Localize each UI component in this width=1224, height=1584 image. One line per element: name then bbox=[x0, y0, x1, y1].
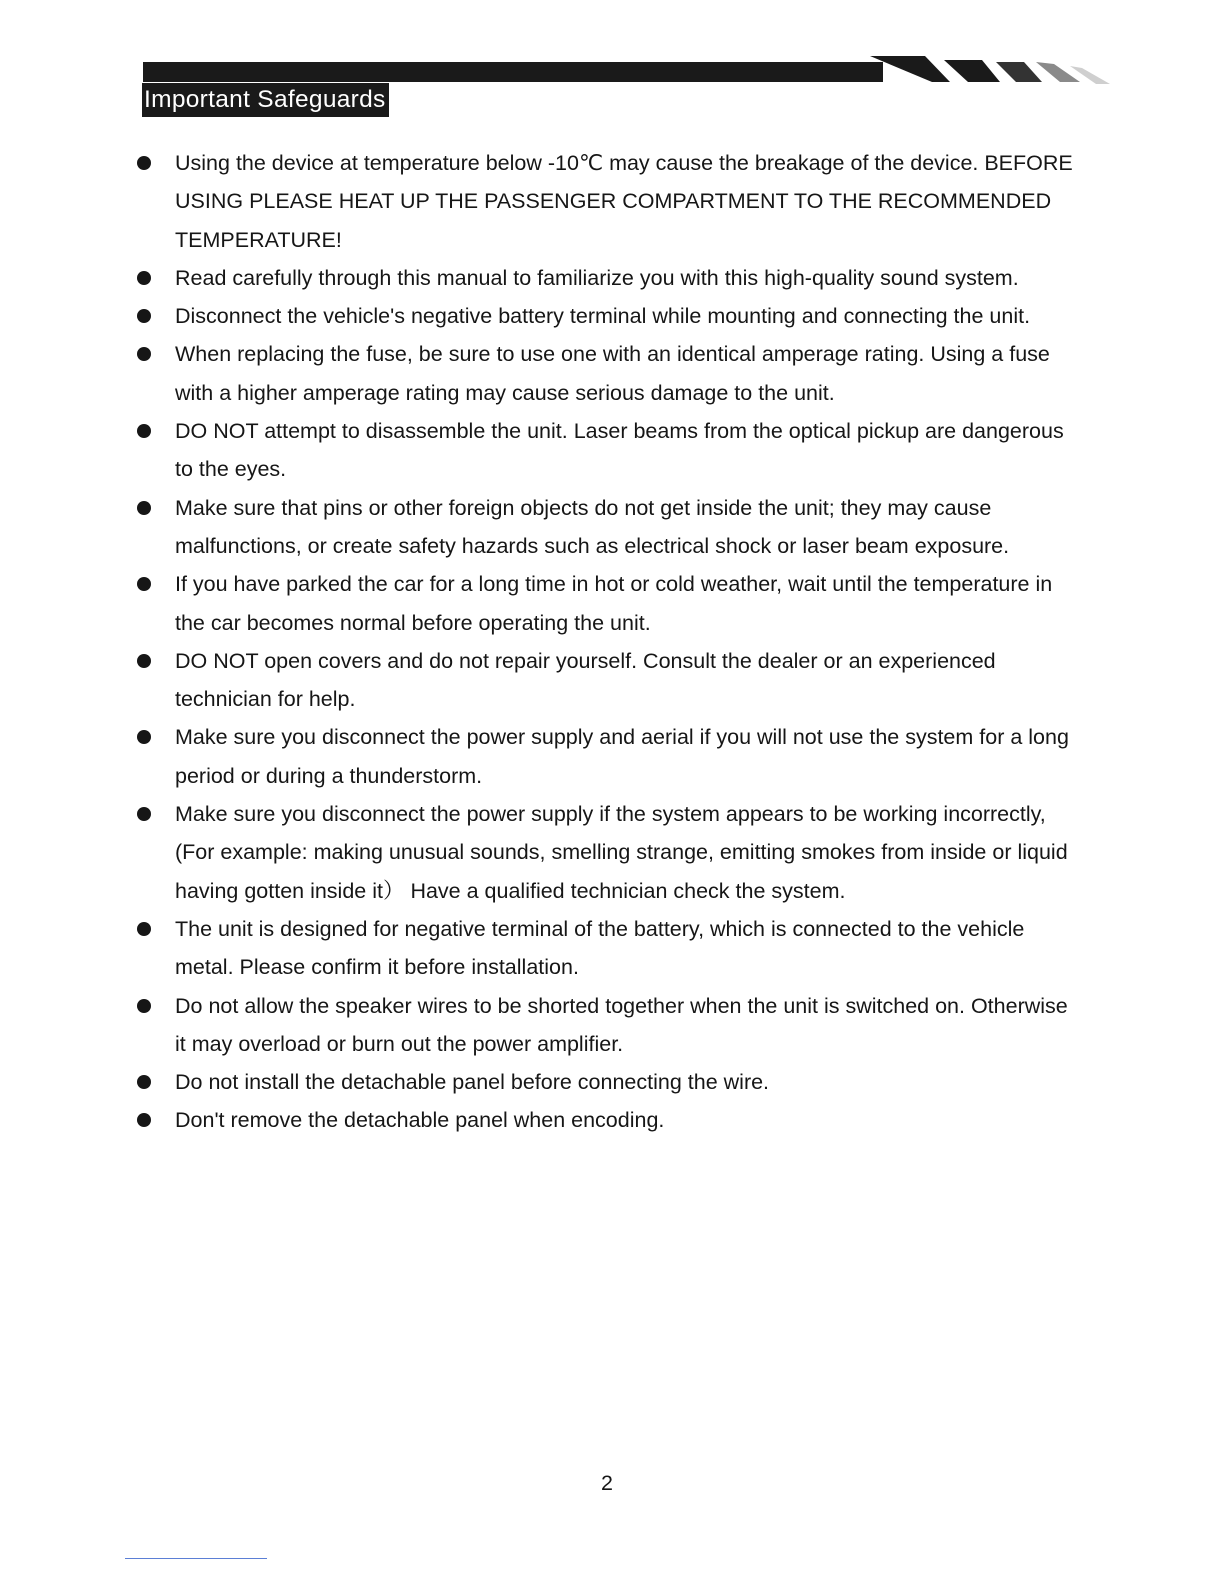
safeguards-list bbox=[0, 144, 1224, 1140]
list-item-text: If you have parked the car for a long time in hot or cold weather, wait until the temperature in the car becomes normal before operating the unit. bbox=[175, 572, 1053, 635]
list-item-text: Do not install the detachable panel before connecting the wire. bbox=[175, 1070, 770, 1095]
list-item-text: Using the device at temperature below -10℃ may cause the breakage of the device. BEFORE USING PLEASE HEAT UP THE PASSENGER COMPARTMENT TO THE RECOMMENDED TEMPERATURE! bbox=[175, 151, 1073, 252]
header-stripes-decoration bbox=[870, 56, 1120, 96]
bullet-icon bbox=[137, 501, 151, 515]
list-item-text: Do not allow the speaker wires to be shorted together when the unit is switched on. Otherwise it may overload or burn out the power amplifier. bbox=[175, 993, 1068, 1056]
list-item bbox=[0, 297, 1224, 335]
list-item bbox=[0, 642, 1224, 719]
list-item bbox=[0, 144, 1224, 259]
bullet-icon bbox=[137, 347, 151, 361]
list-item-text: DO NOT open covers and do not repair yourself. Consult the dealer or an experienced technician for help. bbox=[175, 648, 996, 712]
header-bar bbox=[143, 62, 883, 82]
bullet-icon bbox=[137, 922, 151, 936]
list-item bbox=[0, 565, 1224, 642]
bullet-icon bbox=[137, 424, 151, 438]
list-item bbox=[0, 259, 1224, 297]
bullet-icon bbox=[137, 807, 151, 821]
list-item-text: Make sure that pins or other foreign objects do not get inside the unit; they may cause malfunctions, or create safety hazards such as electrical shock or laser beam exposure. bbox=[175, 495, 1010, 558]
bullet-icon bbox=[137, 271, 151, 285]
bullet-icon bbox=[137, 577, 151, 591]
list-item-text: The unit is designed for negative terminal of the battery, which is connected to the vehicle metal. Please confirm it before installation. bbox=[175, 916, 1025, 980]
page-number: 2 bbox=[601, 1471, 613, 1495]
list-item-text: Read carefully through this manual to familiarize you with this high-quality sound system. bbox=[175, 265, 1019, 290]
bullet-icon bbox=[137, 1075, 151, 1089]
list-item bbox=[0, 795, 1224, 910]
page-title: Important Safeguards bbox=[142, 83, 389, 117]
list-item-text: Make sure you disconnect the power supply if the system appears to be working incorrectly, (For example: making unusual sounds, smelling strange, emitting smokes from inside or liquid having gotten inside it） Have a qualified technician check the system. bbox=[175, 802, 1068, 903]
list-item-text: Disconnect the vehicle's negative battery terminal while mounting and connecting the unit. bbox=[175, 304, 1031, 329]
bullet-icon bbox=[137, 730, 151, 744]
list-item bbox=[0, 1101, 1224, 1139]
bullet-icon bbox=[137, 999, 151, 1013]
list-item bbox=[0, 1063, 1224, 1101]
bullet-icon bbox=[137, 1113, 151, 1127]
bullet-icon bbox=[137, 309, 151, 323]
list-item bbox=[0, 412, 1224, 489]
list-item bbox=[0, 489, 1224, 566]
list-item-text: When replacing the fuse, be sure to use one with an identical amperage rating. Using a fuse with a higher amperage rating may cause serious damage to the unit. bbox=[175, 342, 1050, 405]
bullet-icon bbox=[137, 156, 151, 170]
list-item bbox=[0, 910, 1224, 987]
bullet-icon bbox=[137, 654, 151, 668]
divider bbox=[125, 1558, 267, 1559]
list-item bbox=[0, 987, 1224, 1064]
list-item bbox=[0, 718, 1224, 795]
list-item-text: DO NOT attempt to disassemble the unit. Laser beams from the optical pickup are dangerous to the eyes. bbox=[175, 419, 1064, 482]
list-item-text: Don't remove the detachable panel when encoding. bbox=[175, 1108, 665, 1133]
list-item-text: Make sure you disconnect the power supply and aerial if you will not use the system for a long period or during a thunderstorm. bbox=[175, 725, 1069, 788]
list-item bbox=[0, 335, 1224, 412]
